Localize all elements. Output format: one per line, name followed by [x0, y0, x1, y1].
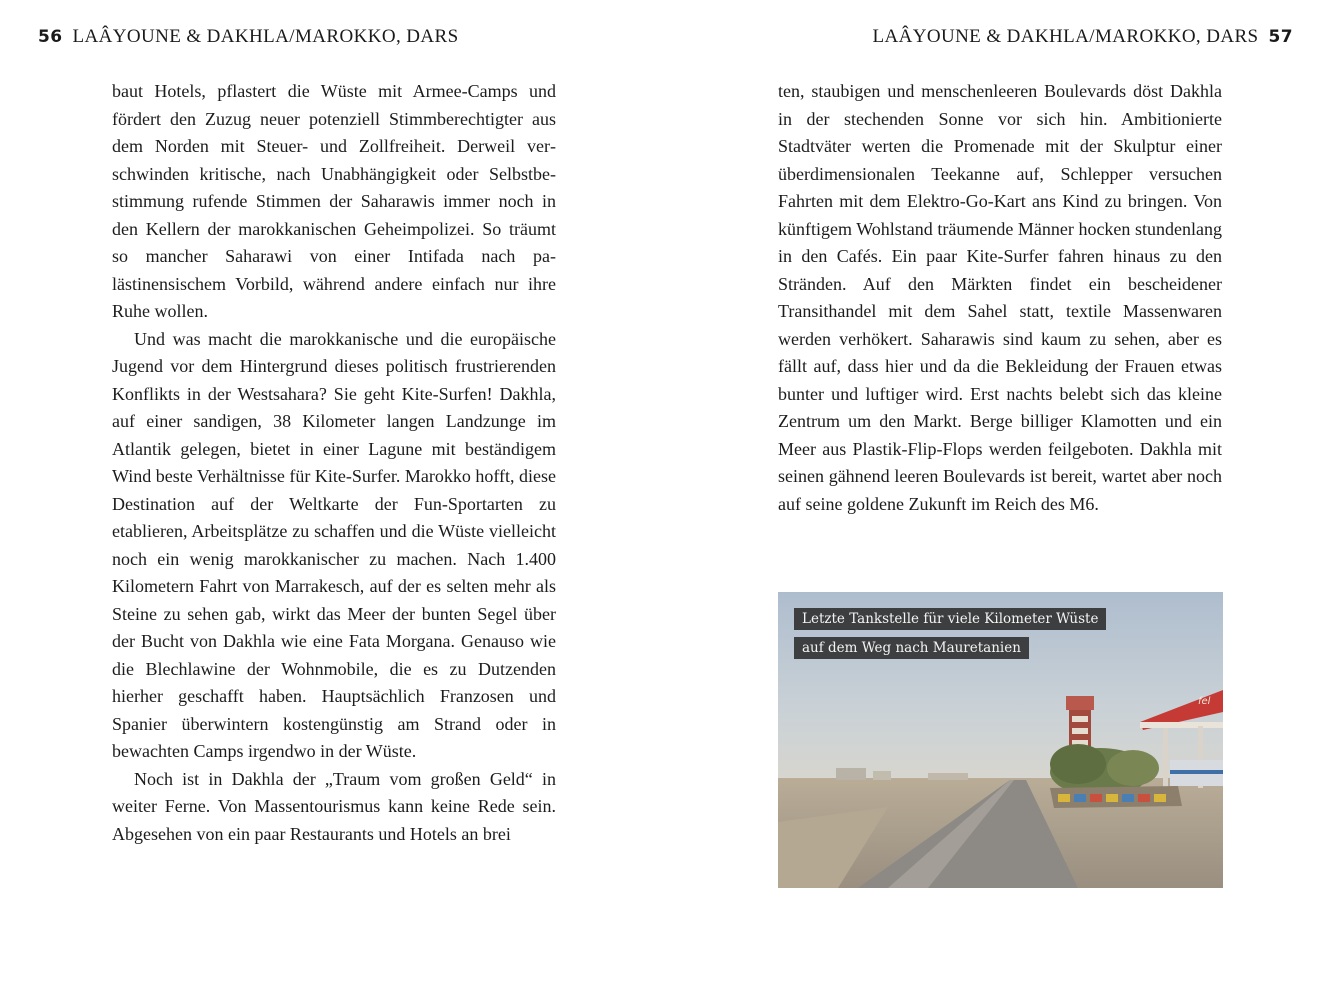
paragraph: ten, staubigen und menschenleeren Boulevards döst Dakhla in der stechenden Sonne vor sich hin. Ambitionierte Stadtväter werten die Promenade mit der Skulptur einer überdimensionalen Teekanne auf, Schlepper versuchen Fahrten mit dem Elektro-Go-Kart ans Kind zu bringen. Von künftigem Wohlstand träumende Männer hocken stundenlang in den Cafés. Ein paar Kite-Surfer fahren hinaus zu den Stränden. Auf den Märkten findet ein bescheidener Transithandel mit dem Sahel statt, textile Massenwaren werden verhökert. Saharawis sind kaum zu sehen, aber es fällt auf, dass hier und da die Bekleidung der Frauen etwas bunter und luftiger wird. Erst nachts belebt sich das kleine Zentrum um den Markt. Berge billiger Klamotten und ein Meer aus Plastik-Flip-Flops werden feilgeboten. Dakhla mit seinen gähnend leeren Boulevards ist bereit, wartet aber noch auf seine goldene Zukunft im Reich des M6. [778, 81, 1222, 514]
paragraph: Noch ist in Dakhla der „Traum vom großen Geld“ in weiter Ferne. Von Massentourismus kann keine Rede sein. Abgesehen von ein paar Restaurants und Hotels an brei [112, 768, 556, 844]
page-number-left: 56 [38, 27, 63, 47]
running-header-right [872, 26, 1293, 48]
paragraph: Und was macht die marokkanische und die europäische Jugend vor dem Hintergrund dieses politisch frustrierenden Konflikts in der Westsahara? Sie geht Kite-Surfen! Dakhla, auf einer sandigen, 38 Kilometer langen Landzunge im Atlantik gelegen, bietet in einer Lagune mit beständigem Wind beste Verhältnisse für Kite-Surfer. Marokko hofft, diese Destination auf der Weltkarte der Fun-Sportarten zu etablieren, Arbeitsplätze zu schaffen und die Wüste vielleicht noch ein wenig marokkanischer zu machen. Nach 1.400 Kilometern Fahrt von Marrakesch, auf der es selten mehr als Steine zu sehen gab, wirkt das Meer der bunten Segel über der Bucht von Dakhla wie eine Fata Morgana. Genauso wie die Blechlawine der Wohnmobile, die es zu Dutzenden hierher geschafft haben. Hauptsächlich Franzosen und Spanier überwintern kostengünstig am Strand oder in bewachten Camps irgendwo in der Wüste. [112, 328, 557, 761]
page-number-right: 57 [1268, 27, 1293, 47]
photo-caption-line-1: Letzte Tankstelle für viele Kilometer Wüste [794, 608, 1106, 630]
running-title-right: LAÂYOUNE & DAKHLA/MAROKKO, DARS [872, 26, 1259, 47]
left-text-column [112, 78, 556, 848]
gas-station-photo [778, 592, 1223, 888]
right-text-column [778, 78, 1222, 518]
photo-caption-line-2: auf dem Weg nach Mauretanien [794, 637, 1029, 659]
running-title-left: LAÂYOUNE & DAKHLA/MAROKKO, DARS [72, 26, 459, 47]
running-header-left [38, 26, 459, 48]
canopy-sign-text: fel [1198, 696, 1211, 707]
paragraph: baut Hotels, pflastert die Wüste mit Armee-Camps und fördert den Zuzug neuer potenziell Stimmberechtigter aus dem Norden mit Steuer- und Zollfreiheit. Derweil verschwinden kritische, nach Unabhängigkeit oder Selbstbestimmung rufende Stimmen der Saharawis immer noch in den Kellern der marokkanischen Geheimpolizei. So träumt so mancher Saharawi von einer Intifada nach palästinensischem Vorbild, während andere einfach nur ihre Ruhe wollen. [112, 81, 556, 321]
